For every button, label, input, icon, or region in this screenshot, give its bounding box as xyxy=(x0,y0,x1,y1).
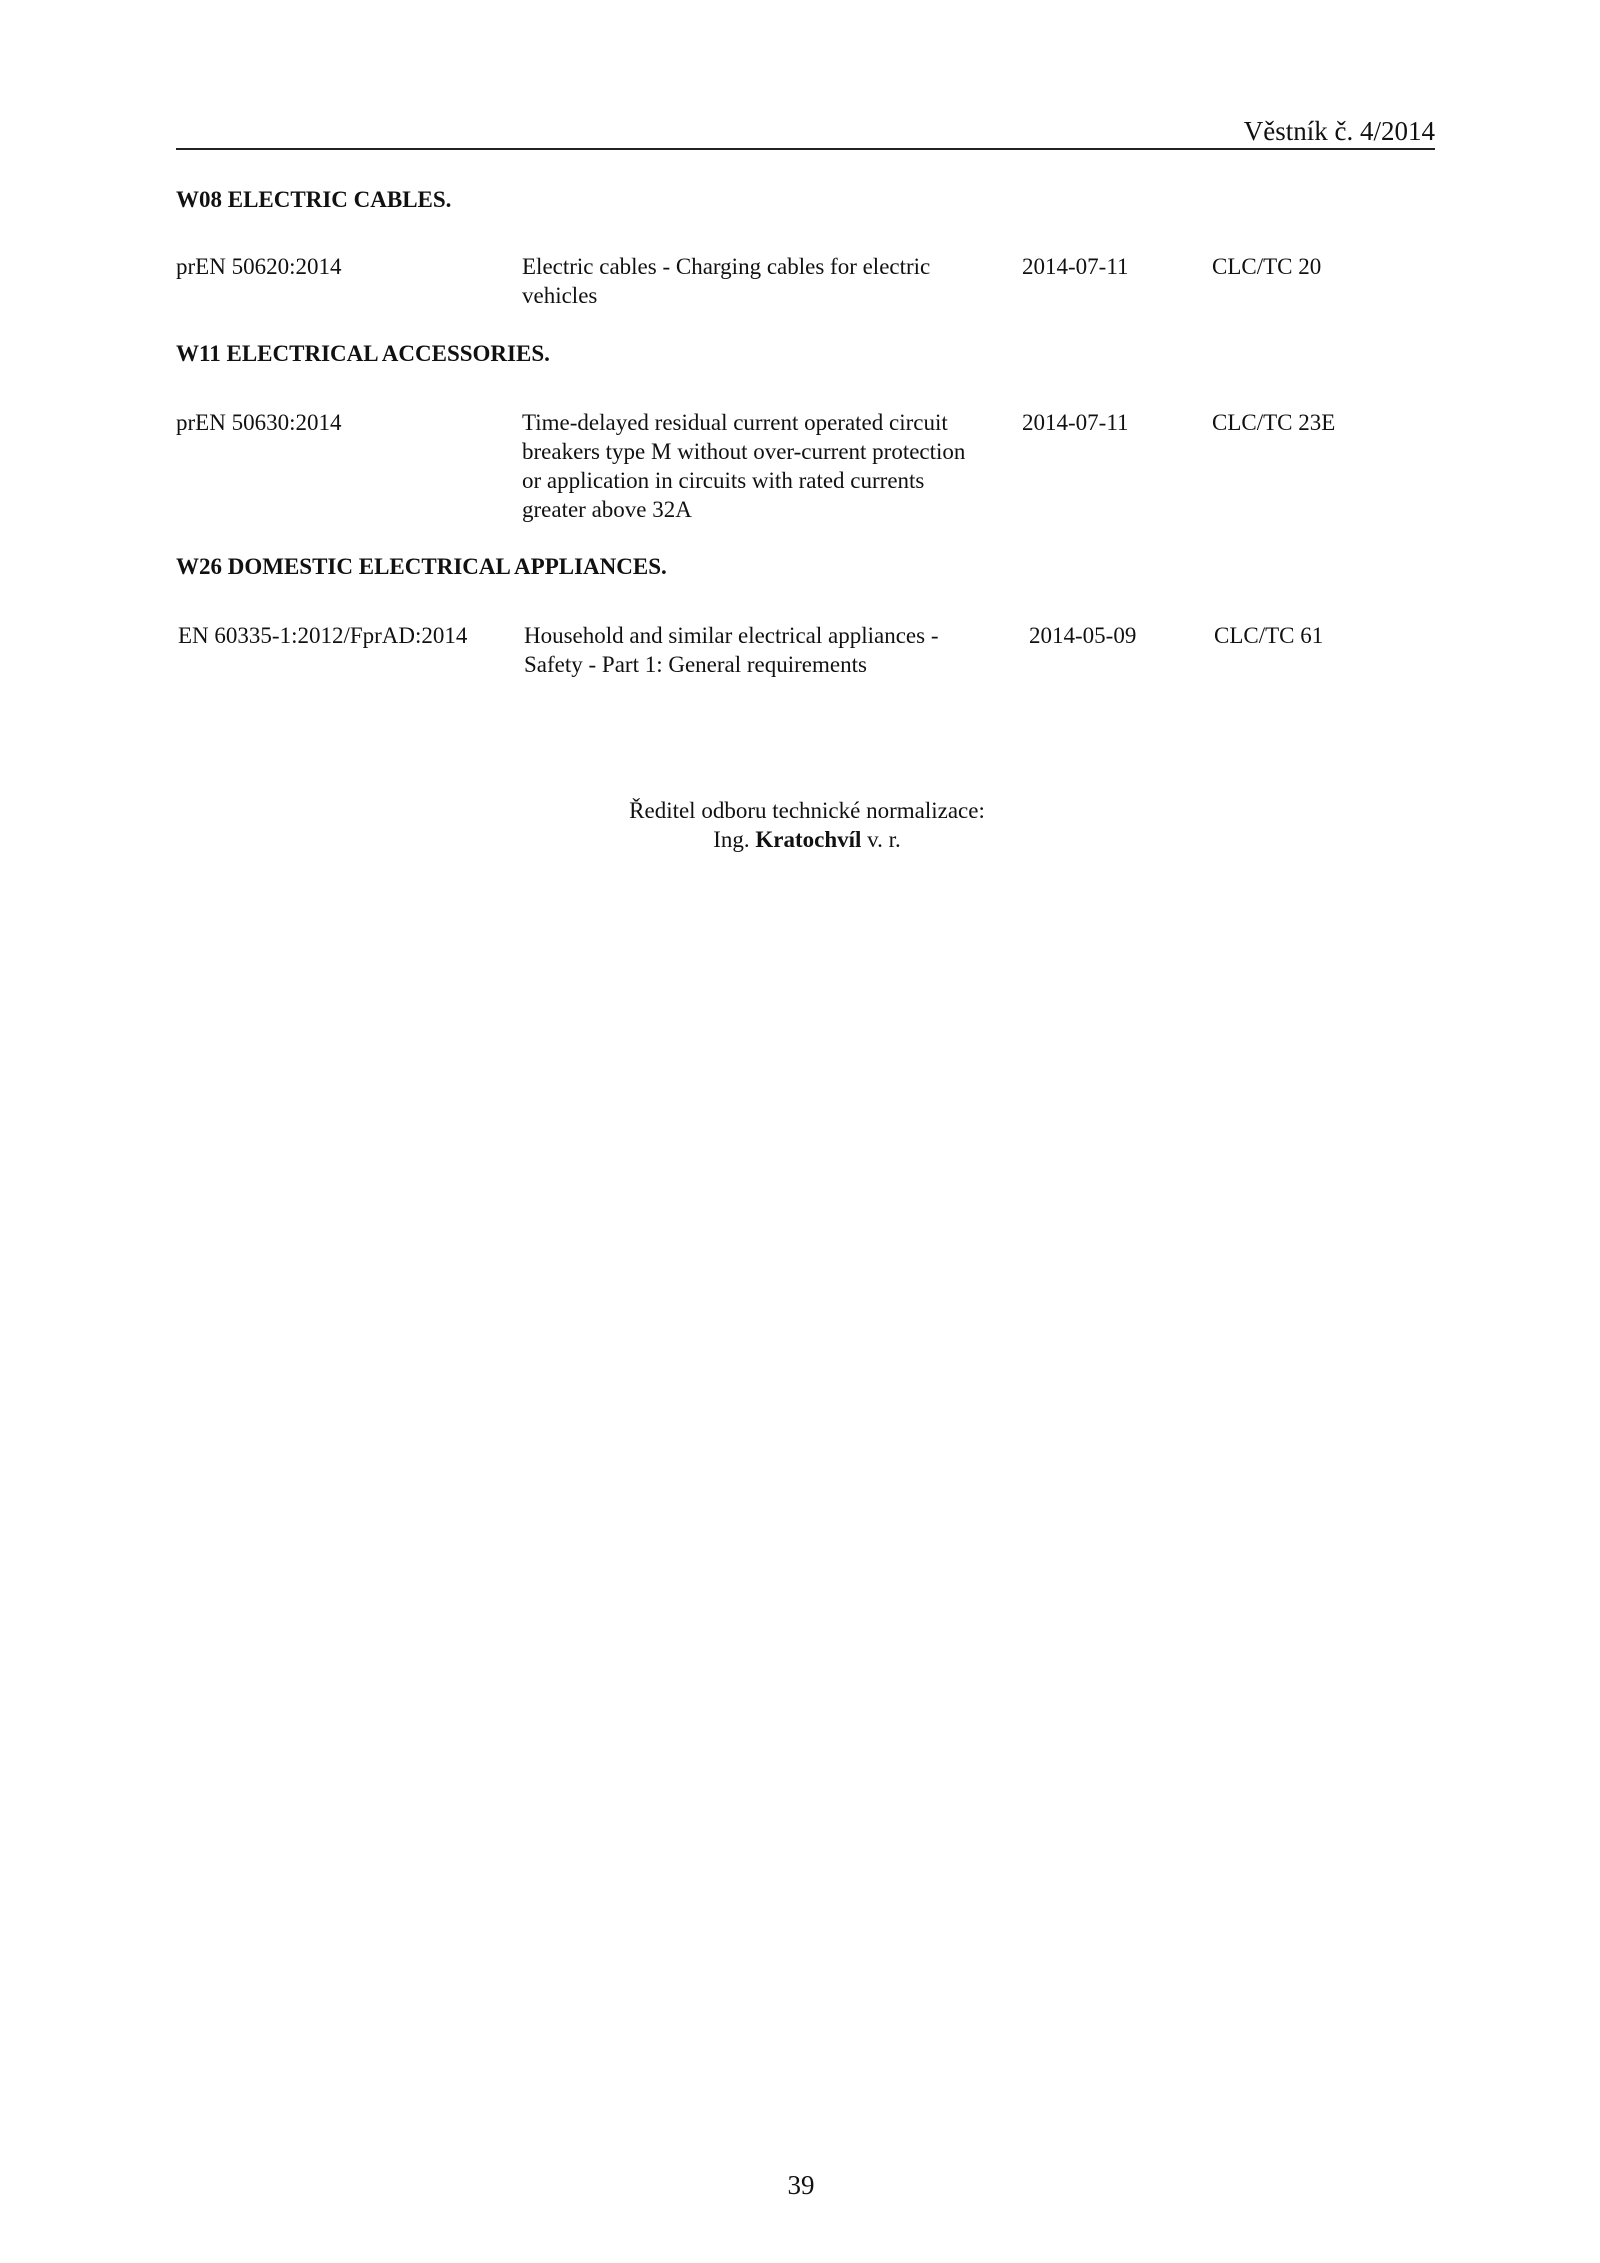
standard-title xyxy=(522,408,1012,524)
signatory-role: Ředitel odboru technické normalizace: xyxy=(629,798,985,823)
standard-title-line: greater above 32A xyxy=(522,497,692,522)
page-number: 39 xyxy=(787,2170,815,2200)
standard-date: 2014-05-09 xyxy=(1029,623,1137,648)
standard-code: prEN 50620:2014 xyxy=(176,254,342,279)
signatory-suffix: v. r. xyxy=(867,827,901,852)
technical-committee: CLC/TC 61 xyxy=(1214,623,1324,648)
standard-title-line: or application in circuits with rated currents xyxy=(522,468,925,493)
standard-title-line: breakers type M without over-current protection xyxy=(522,439,966,464)
standard-code: EN 60335-1:2012/FprAD:2014 xyxy=(178,623,468,648)
standard-date: 2014-07-11 xyxy=(1022,410,1129,435)
signatory-line xyxy=(0,825,1600,854)
section-heading-w26: W26 DOMESTIC ELECTRICAL APPLIANCES. xyxy=(176,554,667,579)
section-heading-w08: W08 ELECTRIC CABLES. xyxy=(176,187,452,212)
standard-title-line: Time-delayed residual current operated circuit xyxy=(522,410,948,435)
standard-title xyxy=(524,621,994,679)
standard-title-line: Household and similar electrical appliances - xyxy=(524,623,939,648)
standard-title-line: Safety - Part 1: General requirements xyxy=(524,652,867,677)
standard-code: prEN 50630:2014 xyxy=(176,410,342,435)
technical-committee: CLC/TC 20 xyxy=(1212,254,1322,279)
page-header xyxy=(176,112,1435,150)
signatory-title: Ing. xyxy=(713,827,750,852)
standard-title-line: Electric cables - Charging cables for electric xyxy=(522,254,931,279)
signature-block xyxy=(0,796,1600,854)
signatory-name: Kratochvíl xyxy=(755,827,862,852)
section-heading-w11: W11 ELECTRICAL ACCESSORIES. xyxy=(176,341,550,366)
standard-date: 2014-07-11 xyxy=(1022,254,1129,279)
technical-committee: CLC/TC 23E xyxy=(1212,410,1336,435)
journal-issue: Věstník č. 4/2014 xyxy=(1243,116,1435,146)
standard-title xyxy=(522,252,1012,310)
standard-title-line: vehicles xyxy=(522,283,598,308)
